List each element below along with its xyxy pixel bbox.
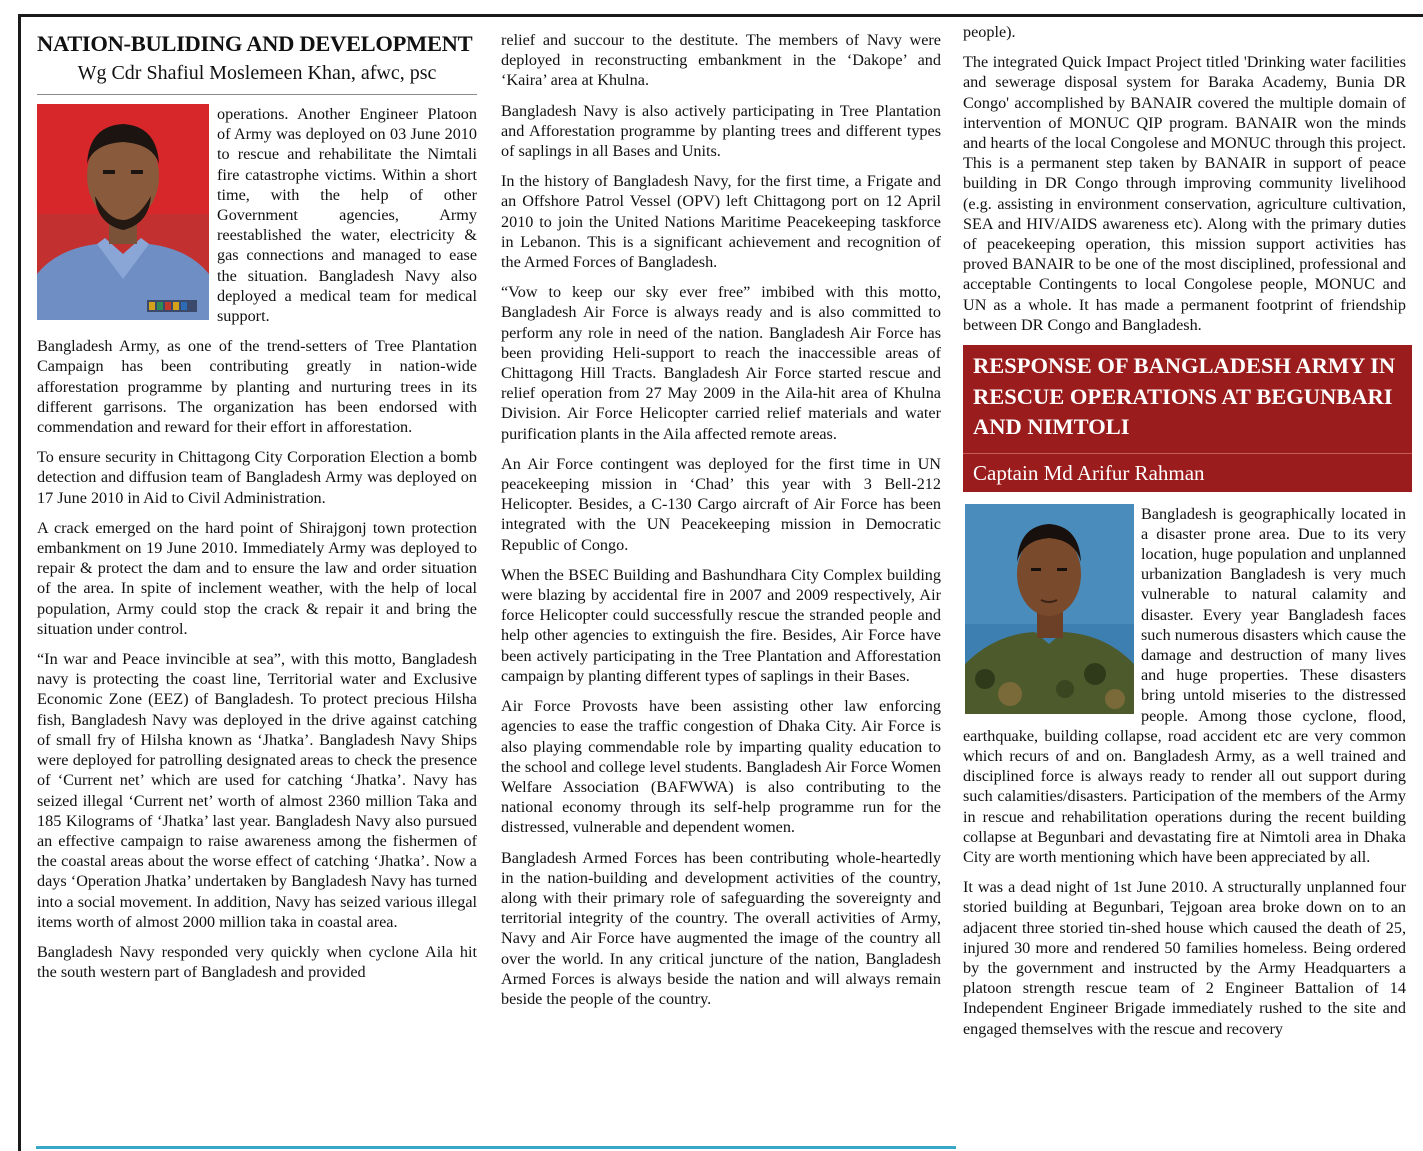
author-photo	[37, 104, 209, 320]
page-frame-left	[18, 14, 21, 1151]
paragraph: The integrated Quick Impact Project titled 'Drinking water facilities and sewerage disposal system for Baraka Academy, Bunia DR Congo' accomplished by BANAIR covered the multiple domain of intervention of MONUC QIP program. BANAIR won the minds and hearts of the local Congolese and MONUC through this project. This is a permanent step taken by BANAIR in support of peace building in DR Congo through improving community livelihood (e.g. assisting in environment conservation, agriculture cultivation, SEA and HIV/AIDS awareness etc). Along with the primary duties of peacekeeping operation, this mission support activities has proved BANAIR to be one of the most disciplined, professional and acceptable Contingents to local Congolese people, MONUC and UN as a whole. It has made a permanent footprint of friendship between DR Congo and Bangladesh.	[963, 53, 1406, 334]
column-1	[37, 30, 477, 992]
paragraph: operations. Another Engineer Platoon of Army was deployed on 03 June 2010 to rescue and rehabilitate the Nimtali fire catastrophe victims. Within a short time, with the help of other Government agencies, Army reestablished the water, electricity & gas connections and managed to ease the situation. Bangladesh Navy also deployed a medical team for medical support.	[217, 105, 477, 326]
article-title: NATION-BULIDING AND DEVELOPMENT	[37, 31, 473, 56]
paragraph: Bangladesh is geographically located in a disaster prone area. Due to its very location, huge population and unplanned urbanization Bangladesh is very much vulnerable to natural calamity and disaster. Every year Bangladesh faces such numerous disasters which cause the damage and destruction of many lives and huge properties. These disasters bring untold miseries to the distressed people. Among those cyclone, flood, earthquake, building collapse, road accident etc are very common which recurs of and on. Bangladesh Army, as a well trained and disciplined force is always ready to render all out support during such calamities/disasters. Participation of the members of the Army in rescue and rehabilitation operations during the recent building collapse at Begunbari and devastating fire at Nimtoli area in Dhaka City are worth mentioning which have been appreciated by all.	[963, 504, 1406, 866]
column-2	[501, 30, 941, 1019]
article-author: Wg Cdr Shafiul Moslemeen Khan, afwc, psc	[77, 62, 437, 84]
author-photo	[965, 504, 1134, 714]
article-banner	[963, 345, 1412, 492]
author-photo-illustration	[965, 504, 1134, 714]
paragraph: people).	[963, 23, 1016, 41]
paragraph: Bangladesh Navy responded very quickly when cyclone Aila hit the south western part of Bangladesh and provided	[37, 942, 477, 982]
paragraph: Bangladesh Army, as one of the trend-setters of Tree Plantation Campaign has been contributing greatly in nation-wide afforestation programme by planting and nurturing trees in its different garrisons. The organization has been endorsed with commendation and reward for their effort in afforestation.	[37, 337, 477, 437]
paragraph: “Vow to keep our sky ever free” imbibed with this motto, Bangladesh Air Force is always ready and is also committed to perform any role in need of the nation. Bangladesh Air Force has been providing Heli-support to reach the inaccessible areas of Chittagong Hill Tracts. Bangladesh Air Force started rescue and relief operation from 27 May 2009 in the Aila-hit area of Khulna Division. Air Force Helicopter carried relief materials and water purification plants in the Aila affected remote areas.	[501, 283, 941, 443]
paragraph: Bangladesh Armed Forces has been contributing whole-heartedly in the nation-building and development activities of the country, along with their primary role of safeguarding the sovereignty and territorial integrity of the country. The overall activities of Army, Navy and Air Force have augmented the image of the country all over the world. In any critical juncture of the nation, Bangladesh Armed Forces is always beside the nation and will always remain beside the people of the country.	[501, 848, 941, 1008]
article-author: Captain Md Arifur Rahman	[963, 453, 1412, 486]
paragraph: An Air Force contingent was deployed for the first time in UN peacekeeping mission in ‘Chad’ this year with 3 Bell-212 Helicopter. Besides, a C-130 Cargo aircraft of Air Force has been integrated with the UN Peacekeeping mission in Democratic Republic of Congo.	[501, 454, 941, 554]
author-photo-illustration	[37, 104, 209, 320]
paragraph: A crack emerged on the hard point of Shirajgonj town protection embankment on 19 June 2010. Immediately Army was deployed to repair & protect the dam and to ensure the law and order situation of the area. In spite of inclement weather, with the help of local population, Army could stop the crack & repair it and bring the situation under control.	[37, 518, 477, 638]
page-bottom-rule	[36, 1146, 956, 1149]
title-divider	[37, 94, 477, 95]
paragraph: Bangladesh Navy is also actively participating in Tree Plantation and Afforestation programme by planting trees and different types of saplings in all Bases and Units.	[501, 101, 941, 161]
page-frame-top	[18, 14, 1423, 17]
paragraph: In the history of Bangladesh Navy, for the first time, a Frigate and an Offshore Patrol Vessel (OPV) left Chittagong port on 12 April 2010 to join the United Nations Maritime Peacekeeping taskforce in Lebanon. This is a significant achievement and recognition of the Armed Forces of Bangladesh.	[501, 172, 941, 272]
paragraph: Air Force Provosts have been assisting other law enforcing agencies to ease the traffic congestion of Dhaka City. Air Force is also playing commendable role by imparting quality education to the school and college level students. Bangladesh Air Force Women Welfare Association (BAFWWA) is also contributing to the national economy through its self-help programme run for the distressed, vulnerable and dependent women.	[501, 697, 941, 837]
paragraph: relief and succour to the destitute. The members of Navy were deployed in reconstructing embankment in the ‘Dakope’ and ‘Kaira’ area at Khulna.	[501, 31, 941, 90]
column-3	[963, 22, 1406, 1049]
article-title: RESPONSE OF BANGLADESH ARMY IN RESCUE OPERATIONS AT BEGUNBARI AND NIMTOLI	[973, 353, 1396, 440]
paragraph: “In war and Peace invincible at sea”, with this motto, Bangladesh navy is protecting the coast line, Territorial water and Exclusive Economic Zone (EEZ) of Bangladesh. To protect precious Hilsha fish, Bangladesh Navy was deployed in the drive against catching of small fry of Hilsha known as ‘Jhatka’. Bangladesh Navy Ships were deployed for patrolling designated areas to check the presence of ‘Current net’ which are used for catching ‘Jhatka’. Navy has seized illegal ‘Current net’ worth of almost 2360 million Taka and 185 Kilograms of ‘Jhatka’ last year. Bangladesh Navy also pursued an effective campaign to raise awareness among the fishermen of the coastal areas about the worse effect of catching ‘Jhatka’. Now a days ‘Operation Jhatka’ undertaken by Bangladesh Navy has turned into a social movement. In addition, Navy has seized various illegal items worth of almost 2000 million taka in coastal area.	[37, 650, 477, 931]
paragraph: When the BSEC Building and Bashundhara City Complex building were blazing by accidental fire in 2007 and 2009 respectively, Air force Helicopter could successfully rescue the stranded people and help other agencies to extinguish the fire. Besides, Air Force have been actively participating in the Tree Plantation and Afforestation campaign by planting different types of saplings in their Bases.	[501, 565, 941, 685]
paragraph: It was a dead night of 1st June 2010. A structurally unplanned four storied building at Begunbari, Tejgoan area broke down on to an adjacent three storied tin-shed house which caused the death of 25, injured 30 more and rendered 50 families homeless. Being ordered by the government and instructed by the Army Headquarters a platoon strength rescue team of 2 Engineer Battalion of 14 Independent Engineer Brigade immediately rushed to the site and engaged themselves with the rescue and recovery	[963, 878, 1406, 1038]
paragraph: To ensure security in Chittagong City Corporation Election a bomb detection and diffusion team of Bangladesh Army was deployed on 17 June 2010 in Aid to Civil Administration.	[37, 448, 477, 507]
